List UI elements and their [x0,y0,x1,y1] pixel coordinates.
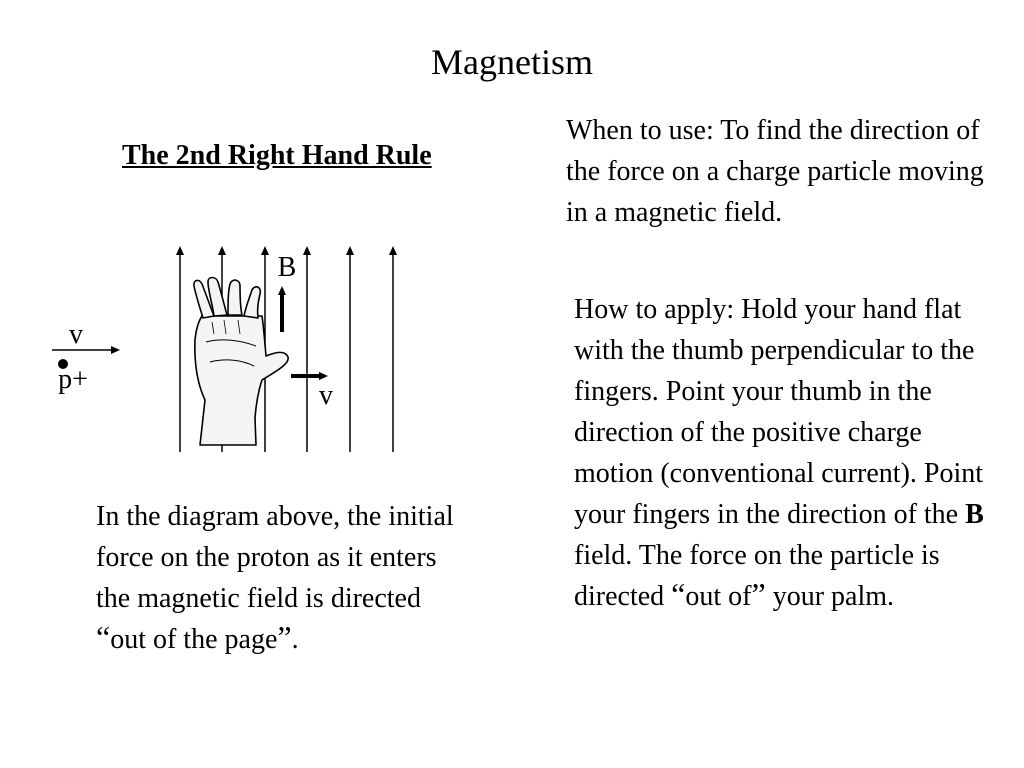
how-to-apply-open-quote: “ [671,576,686,612]
hand-icon [194,278,288,446]
how-to-apply-quoted: out of [685,581,752,612]
caption-part2: . [291,624,299,655]
how-to-apply-part2: field. The force on the particle is directed [574,540,940,612]
slide-subtitle: The 2nd Right Hand Rule [122,140,432,171]
caption-part1: In the diagram above, the initial force on the proton as it enters the magnetic field is directed [96,501,454,614]
how-to-apply-part1: How to apply: Hold your hand flat with the thumb perpendicular to the fingers. Point your thumb in the direction of the positive charge motion (conventional current). Point your fingers in the direction of the [574,294,984,530]
caption-open-quote: “ [96,619,111,655]
how-to-apply-close-quote: ” [751,576,766,612]
b-field-label: B [277,252,297,283]
proton-label: p+ [58,364,88,395]
velocity-label-proton: v [69,319,83,350]
caption-close-quote: ” [277,619,292,655]
slide-title: Magnetism [431,42,593,82]
caption-quoted: out of the page [110,624,278,655]
how-to-apply-part3: your palm. [765,581,894,612]
velocity-label-hand: v [319,380,333,411]
when-to-use-text: When to use: To find the direction of the force on a charge particle moving in a magnetic field. [566,115,984,228]
how-to-apply-bold-b: B [965,499,984,530]
